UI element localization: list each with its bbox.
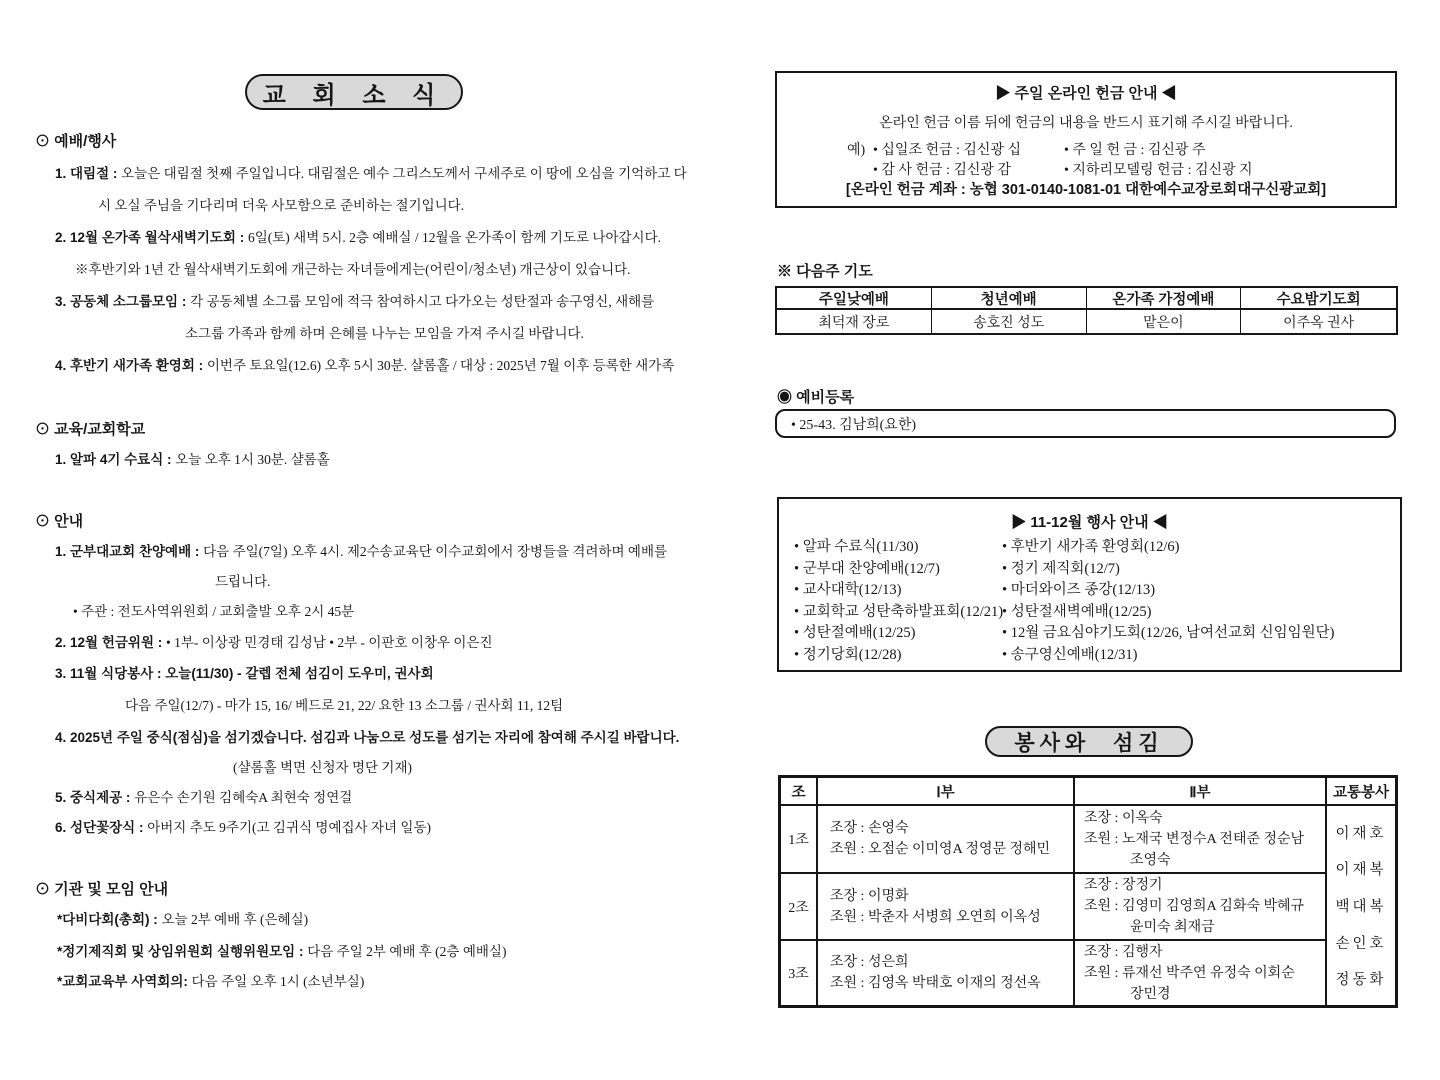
service-part2-cell [1073, 872, 1325, 939]
item-text: • 1부- 이상광 민경태 김성남 • 2부 - 이판호 이창우 이은진 [165, 635, 493, 650]
service-part1-cell [816, 872, 1073, 939]
service-col-header: 교통봉사 [1325, 778, 1395, 806]
notice-item-4-cont: (샬롬홀 벽면 신청자 명단 기재) [233, 760, 412, 775]
item-label: 4. 후반기 새가족 환영회 : [55, 358, 207, 373]
item-text: 오늘 2부 예배 후 (은혜실) [161, 912, 309, 927]
offering-box-title: ▶ 주일 온라인 헌금 안내 ◀ [995, 85, 1177, 102]
prayer-cell: 이주옥 권사 [1283, 315, 1355, 331]
event-item: • 교사대학(12/13) [794, 582, 902, 598]
prayer-col-header: 청년예배 [932, 288, 1087, 310]
event-item: • 12월 금요심야기도회(12/26, 남여선교회 신임임원단) [1002, 625, 1335, 641]
item-text: 다음 주일 2부 예배 후 (2층 예배실) [307, 944, 507, 959]
prayer-cell: 맡은이 [1087, 310, 1242, 333]
item-label: 5. 중식제공 : [55, 790, 135, 805]
worship-item-1-cont: 시 오실 주님을 기다리며 더욱 사모함으로 준비하는 절기입니다. [98, 198, 465, 213]
worship-item-4 [55, 354, 674, 374]
prayer-col-header: 온가족 가정예배 [1087, 288, 1242, 310]
event-item: • 송구영신예배(12/31) [1002, 646, 1138, 663]
item-text: 아버지 추도 9주기(고 김귀식 명예집사 자녀 일동) [147, 820, 431, 835]
notice-item-5 [55, 786, 352, 806]
prereg-entry: • 25-43. 김남희(요한) [791, 417, 917, 433]
service-col-header: Ⅱ부 [1073, 778, 1325, 806]
traffic-volunteer: 이재복 [1335, 862, 1387, 879]
item-label: 2. 12월 온가족 월삭새벽기도회 : [55, 230, 248, 245]
prayer-table [775, 286, 1398, 335]
event-item: • 정기 제직회(12/7) [1002, 560, 1120, 577]
notice-item-1 [55, 540, 667, 560]
notice-item-3-cont: 다음 주일(12/7) - 마가 15, 16/ 베드로 21, 22/ 요한 13 소그룹 / 권사회 11, 12팀 [125, 698, 564, 713]
item-label: 2. 12월 헌금위원 : [55, 635, 166, 650]
worship-item-2-note: ※후반기와 1년 간 월삭새벽기도회에 개근하는 자녀들에게는(어린이/청소년) 개근상이 있습니다. [75, 262, 631, 277]
item-label: 4. 2025년 주일 중식(점심)을 섬기겠습니다. 섬김과 나눔으로 성도를 섬기는 자리에 참여해 주시길 바랍니다. [55, 730, 680, 745]
offering-box-subtitle: 온라인 헌금 이름 뒤에 헌금의 내용을 반드시 표기해 주시길 바랍니다. [879, 116, 1293, 131]
education-item-1 [55, 448, 330, 468]
team-members-cont: 윤미숙 최재금 [1130, 920, 1215, 935]
service-part1-cell [816, 939, 1073, 1005]
prayer-section-heading: ※ 다음주 기도 [777, 263, 873, 280]
item-text: 오늘 오후 1시 30분. 샬롬홀 [175, 452, 330, 467]
item-text: 각 공동체별 소그룹 모임에 적극 참여하시고 다가오는 성탄절과 송구영신, 새해를 [190, 294, 655, 309]
item-label: 6. 성단꽃장식 : [55, 820, 148, 835]
groups-item-1 [57, 908, 308, 928]
team-members: 조원 : 박춘자 서병희 오연희 이옥성 [830, 909, 1041, 925]
service-group-cell: 3조 [781, 939, 816, 1005]
team-leader: 조장 : 장정기 [1084, 878, 1163, 893]
team-members-cont: 장민경 [1130, 986, 1171, 1002]
traffic-service-cell [1325, 806, 1395, 1005]
section-heading-worship: ⊙ 예배/행사 [35, 133, 117, 150]
event-item: • 군부대 찬양예배(12/7) [794, 560, 940, 577]
team-members-cont: 조영숙 [1130, 852, 1171, 868]
offering-account-line: [온라인 헌금 계좌 : 농협 301-0140-1081-01 대한예수교장로회대구신광교회] [845, 182, 1327, 198]
team-leader: 조장 : 이옥숙 [1084, 810, 1163, 826]
notice-item-1-cont: 드립니다. [215, 574, 271, 589]
service-part1-cell [816, 806, 1073, 872]
service-col-header: 조 [781, 778, 816, 806]
groups-item-2 [57, 940, 506, 960]
item-label: 1. 알파 4기 수료식 : [55, 452, 176, 467]
online-offering-box [775, 71, 1397, 208]
item-text: 다음 주일 오후 1시 (소년부실) [191, 974, 365, 989]
team-leader: 조장 : 김행자 [1084, 944, 1163, 960]
prayer-cell: 송호진 성도 [932, 310, 1087, 333]
service-group-cell: 1조 [788, 833, 809, 848]
event-item: • 마더와이즈 종강(12/13) [1002, 582, 1156, 598]
event-item: • 알파 수료식(11/30) [794, 539, 919, 555]
team-members: 조원 : 김영미 김영희A 김화숙 박혜규 [1084, 899, 1305, 914]
item-label: 1. 대림절 : [55, 166, 122, 181]
notice-item-1-sub: • 주관 : 전도사역위원회 / 교회출발 오후 2시 45분 [73, 604, 355, 619]
worship-item-1 [55, 162, 687, 182]
item-label: 3. 공동체 소그룹모임 : [55, 294, 191, 309]
offering-example-2-left: • 감 사 헌금 : 김신광 감 [873, 163, 1011, 178]
item-label: *다비다회(총회) : [57, 912, 162, 927]
team-members: 조원 : 오점순 이미영A 정영문 정해민 [830, 842, 1051, 857]
team-members: 조원 : 류재선 박주연 유정숙 이회순 [1084, 965, 1295, 981]
item-label: 1. 군부대교회 찬양예배 : [55, 544, 204, 559]
item-text: 6일(토) 새벽 5시. 2층 예배실 / 12월을 온가족이 함께 기도로 나아갑시다. [247, 230, 662, 245]
event-item: • 후반기 새가족 환영회(12/6) [1002, 539, 1180, 555]
event-item: • 성탄절새벽예배(12/25) [1002, 603, 1152, 620]
events-list-left [794, 537, 1003, 666]
section-heading-education: ⊙ 교육/교회학교 [35, 421, 146, 438]
prayer-cell: 최덕재 장로 [777, 310, 932, 333]
service-part2-cell [1073, 939, 1325, 1005]
notice-item-3 [55, 662, 434, 682]
team-members: 조원 : 김영옥 박태호 이재의 정선옥 [830, 976, 1041, 991]
offering-example-1-left: • 십일조 헌금 : 김신광 십 [873, 143, 1022, 158]
events-box-title: ▶ 11-12월 행사 안내 ◀ [1011, 514, 1168, 531]
offering-example-prefix: 예) [847, 143, 866, 158]
prayer-col-header: 수요밤기도회 [1241, 288, 1396, 310]
service-title: 봉사와 섬김 [1014, 731, 1164, 755]
events-box [777, 497, 1402, 672]
traffic-volunteer: 백대복 [1335, 898, 1387, 915]
event-item: • 성탄절예배(12/25) [794, 625, 916, 641]
service-part2-cell [1073, 806, 1325, 872]
service-group-cell: 2조 [781, 872, 816, 939]
item-label: *교회교육부 사역회의: [57, 974, 192, 989]
notice-item-6 [55, 816, 431, 836]
service-table [778, 775, 1398, 1008]
service-title-pill [985, 726, 1193, 757]
notice-item-4 [55, 726, 679, 746]
item-label: *정기제직회 및 상임위원회 실행위원모임 : [57, 944, 308, 959]
team-members: 조원 : 노재국 변정수A 전태준 정순남 [1084, 831, 1305, 847]
groups-item-3 [57, 970, 364, 990]
prereg-section-heading: ◉ 예비등록 [777, 389, 855, 406]
worship-item-3-cont: 소그룹 가족과 함께 하며 은혜를 나누는 모임을 가져 주시길 바랍니다. [185, 326, 584, 341]
item-text: 유은수 손기원 김혜숙A 최현숙 정연걸 [134, 790, 353, 805]
item-text: 이번주 토요일(12.6) 오후 5시 30분. 샬롬홀 / 대상 : 2025년 7월 이후 등록한 새가족 [206, 358, 675, 373]
traffic-volunteer: 손인호 [1335, 935, 1387, 952]
service-col-header: Ⅰ부 [816, 778, 1073, 806]
item-text: 오늘은 대림절 첫째 주일입니다. 대림절은 예수 그리스도께서 구세주로 이 땅에 오심을 기억하고 다 [121, 166, 687, 181]
team-leader: 조장 : 손영숙 [830, 821, 909, 836]
event-item: • 정기당회(12/28) [794, 646, 902, 663]
team-leader: 조장 : 이명화 [830, 888, 909, 904]
offering-example-1-right: • 주 일 헌 금 : 김신광 주 [1064, 143, 1206, 158]
team-leader: 조장 : 성은희 [830, 955, 909, 970]
section-heading-groups: ⊙ 기관 및 모임 안내 [35, 881, 169, 898]
left-column [35, 0, 715, 1080]
prereg-box [775, 409, 1396, 438]
events-list-right [1002, 537, 1335, 666]
church-news-title: 교 회 소 식 [262, 81, 446, 109]
notice-item-2 [55, 631, 493, 651]
offering-example-2-right: • 지하리모델링 헌금 : 김신광 지 [1064, 163, 1253, 178]
item-label: 3. 11월 식당봉사 : 오늘(11/30) - 갈렙 전체 섬김이 도우미, 권사회 [55, 666, 434, 681]
traffic-volunteer: 이재호 [1335, 825, 1387, 842]
worship-item-2 [55, 226, 661, 246]
item-text: 다음 주일(7일) 오후 4시. 제2수송교육단 이수교회에서 장병들을 격려하며 예배를 [203, 544, 668, 559]
traffic-volunteer: 정동화 [1335, 972, 1387, 989]
worship-item-3 [55, 290, 654, 310]
event-item: • 교회학교 성탄축하발표회(12/21) [794, 603, 1004, 620]
prayer-col-header: 주일낮예배 [777, 288, 932, 310]
section-heading-notice: ⊙ 안내 [35, 513, 84, 530]
